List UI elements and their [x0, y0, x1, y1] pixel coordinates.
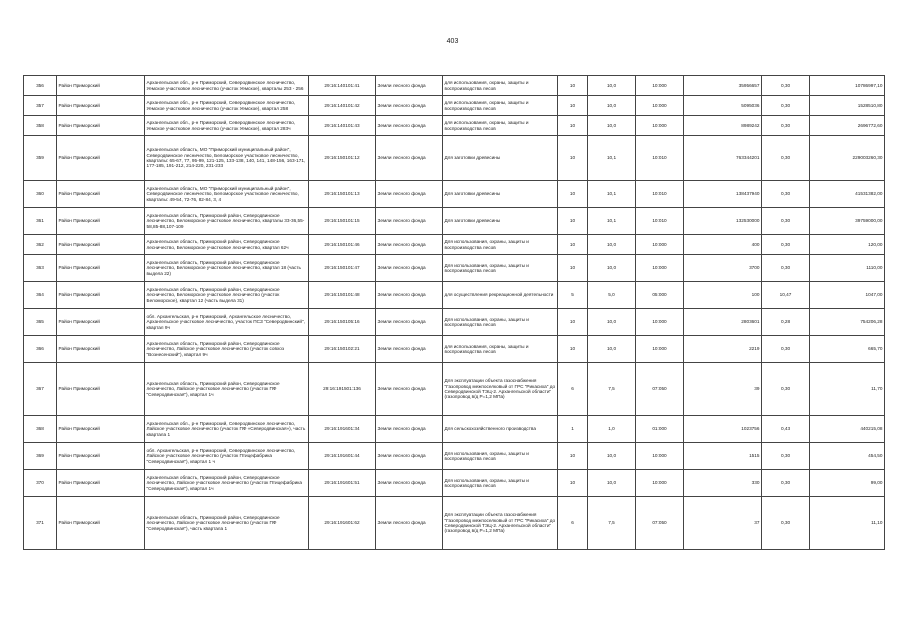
group-code-cell: 6: [558, 363, 588, 416]
permitted-use-cell: Для заготовки древесины: [443, 208, 558, 235]
table-row: [24, 497, 885, 550]
area-cell: 8989242: [684, 116, 762, 136]
area-cell: 2803601: [684, 309, 762, 336]
rate-cell: 0,30: [762, 181, 810, 208]
use-code-cell: 10:000: [636, 336, 684, 363]
cadastral-number-cell: 29:16:150101:12: [309, 136, 376, 181]
district-cell: Район Приморский: [57, 96, 145, 116]
group-code-cell: 10: [558, 136, 588, 181]
table-row: [24, 443, 885, 470]
district-cell: Район Приморский: [57, 309, 145, 336]
cadastral-number-cell: 29:16:140101:41: [309, 76, 376, 96]
cadastral-number-cell: 29:16:150101:13: [309, 181, 376, 208]
district-cell: Район Приморский: [57, 416, 145, 443]
rate-cell: 0,30: [762, 336, 810, 363]
group-code-cell: 1: [558, 416, 588, 443]
subgroup-code-cell: 10,1: [588, 136, 636, 181]
subgroup-code-cell: 10,1: [588, 181, 636, 208]
cadastral-number-cell: 29:16:191601:34: [309, 416, 376, 443]
table-row: [24, 208, 885, 235]
permitted-use-cell: для использования, охраны, защиты и воспроизводства лесов: [443, 336, 558, 363]
land-category-cell: Земли лесного фонда: [376, 363, 443, 416]
use-code-cell: 10:000: [636, 76, 684, 96]
location-cell: Архангельская обл., р-н Приморский, Северодвинское лесничество, Уемское участковое лесничество (участок Уемское), кварталы 253 - 256: [145, 76, 309, 96]
cadastral-value-cell: 10786997,10: [810, 76, 885, 96]
permitted-use-cell: Для эксплуатации объекта газоснабжения "Газопровод межпоселковый от ГРС "Рикасиха" до Северодвинской ТЭЦ-2. Архангельской области" (газопровод в/д Р=1,2 МПа): [443, 497, 558, 550]
subgroup-code-cell: 10,0: [588, 116, 636, 136]
location-cell: Архангельская область, Приморский район, Северодвинское лесничество, Лайское участковое лесничество (участок совхоз "Вознесенский"), квартал 9ч: [145, 336, 309, 363]
location-cell: Архангельская обл., р-н Приморский, Северодвинское лесничество, Уемское участковое лесничество (участок Уемское), квартал 283ч: [145, 116, 309, 136]
area-cell: 400: [684, 235, 762, 255]
use-code-cell: 07:050: [636, 497, 684, 550]
land-category-cell: Земли лесного фонда: [376, 336, 443, 363]
table-row: [24, 96, 885, 116]
location-cell: Архангельская обл., р-н Приморский, Северодвинское лесничество, Уемское участковое лесничество (участок Уемское), квартал 258: [145, 96, 309, 116]
cadastral-value-table: [23, 75, 885, 550]
group-code-cell: 10: [558, 309, 588, 336]
table-row: [24, 116, 885, 136]
use-code-cell: 05:000: [636, 282, 684, 309]
permitted-use-cell: Для сельскохозяйственного производства: [443, 416, 558, 443]
cadastral-value-cell: 1110,00: [810, 255, 885, 282]
row-number: 359: [24, 136, 57, 181]
land-category-cell: Земли лесного фонда: [376, 235, 443, 255]
area-cell: 132530000: [684, 208, 762, 235]
district-cell: Район Приморский: [57, 470, 145, 497]
area-cell: 5095036: [684, 96, 762, 116]
group-code-cell: 10: [558, 76, 588, 96]
land-category-cell: Земли лесного фонда: [376, 282, 443, 309]
use-code-cell: 10:010: [636, 208, 684, 235]
use-code-cell: 10:000: [636, 116, 684, 136]
district-cell: Район Приморский: [57, 116, 145, 136]
district-cell: Район Приморский: [57, 282, 145, 309]
permitted-use-cell: для использования, охраны, защиты и воспроизводства лесов: [443, 116, 558, 136]
row-number: 369: [24, 443, 57, 470]
use-code-cell: 10:000: [636, 470, 684, 497]
permitted-use-cell: Для использования, охраны, защиты и воспроизводства лесов: [443, 470, 558, 497]
area-cell: 3700: [684, 255, 762, 282]
land-category-cell: Земли лесного фонда: [376, 116, 443, 136]
subgroup-code-cell: 10,1: [588, 208, 636, 235]
use-code-cell: 10:010: [636, 181, 684, 208]
cadastral-number-cell: 29:16:191601:62: [309, 497, 376, 550]
group-code-cell: 10: [558, 235, 588, 255]
cadastral-number-cell: 29:16:150102:21: [309, 336, 376, 363]
row-number: 356: [24, 76, 57, 96]
row-number: 366: [24, 336, 57, 363]
rate-cell: 0,30: [762, 497, 810, 550]
permitted-use-cell: Для использования, охраны, защиты и воспроизводства лесов: [443, 235, 558, 255]
location-cell: Архангельская область, Приморский район, Северодвинское лесничество, Беломорское участковое лесничество, квартал 62ч: [145, 235, 309, 255]
district-cell: Район Приморский: [57, 336, 145, 363]
permitted-use-cell: Для использования, охраны, защиты и воспроизводства лесов: [443, 309, 558, 336]
subgroup-code-cell: 1,0: [588, 416, 636, 443]
row-number: 362: [24, 235, 57, 255]
use-code-cell: 07:050: [636, 363, 684, 416]
rate-cell: 0,30: [762, 235, 810, 255]
subgroup-code-cell: 10,0: [588, 309, 636, 336]
subgroup-code-cell: 10,0: [588, 470, 636, 497]
subgroup-code-cell: 10,0: [588, 443, 636, 470]
cadastral-value-cell: 11,10: [810, 497, 885, 550]
rate-cell: 0,30: [762, 208, 810, 235]
cadastral-value-cell: 665,70: [810, 336, 885, 363]
row-number: 364: [24, 282, 57, 309]
area-cell: 39: [684, 363, 762, 416]
subgroup-code-cell: 10,0: [588, 336, 636, 363]
district-cell: Район Приморский: [57, 235, 145, 255]
group-code-cell: 10: [558, 443, 588, 470]
cadastral-number-cell: 29:16:191501:136: [309, 363, 376, 416]
area-cell: 1023756: [684, 416, 762, 443]
land-category-cell: Земли лесного фонда: [376, 443, 443, 470]
cadastral-value-cell: 1528510,80: [810, 96, 885, 116]
cadastral-number-cell: 29:16:140101:42: [309, 96, 376, 116]
group-code-cell: 10: [558, 96, 588, 116]
rate-cell: 0,30: [762, 76, 810, 96]
cadastral-value-cell: 41531382,00: [810, 181, 885, 208]
cadastral-value-cell: 39759000,00: [810, 208, 885, 235]
use-code-cell: 10:000: [636, 235, 684, 255]
use-code-cell: 10:000: [636, 443, 684, 470]
table-row: [24, 136, 885, 181]
area-cell: 763344201: [684, 136, 762, 181]
cadastral-number-cell: 29:16:191601:44: [309, 443, 376, 470]
land-category-cell: Земли лесного фонда: [376, 208, 443, 235]
location-cell: Архангельская обл., р-н Приморский, Северодвинское лесничество, Лайское участковое лесничество (участок ПФ «Северодвинская»), часть квартала 1: [145, 416, 309, 443]
cadastral-value-cell: 11,70: [810, 363, 885, 416]
use-code-cell: 01:000: [636, 416, 684, 443]
location-cell: Архангельская область, Приморский район, Северодвинское лесничество, Беломорское участковое лесничество, квартал 18 (часть выдела 22): [145, 255, 309, 282]
location-cell: Архангельская область, Приморский район, Северодвинское лесничество, Лайское участковое лесничество (участок ПФ "Северодвинская"), часть квартала 1: [145, 497, 309, 550]
location-cell: Архангельская область, МО "Приморский муниципальный район", Северодвинское лесничество, Беломорское участковое лесничество, кварталы: 65-67, 77, 95-99, 121-125, 133-138, 140, 141, 148-156, 163-171, 177-185, 191-212, 214-220, 231-233: [145, 136, 309, 181]
district-cell: Район Приморский: [57, 363, 145, 416]
row-number: 368: [24, 416, 57, 443]
cadastral-number-cell: 29:16:150101:46: [309, 235, 376, 255]
use-code-cell: 10:000: [636, 255, 684, 282]
area-cell: 2219: [684, 336, 762, 363]
location-cell: Архангельская область, МО "Приморский муниципальный район", Северодвинское лесничество, Беломорское участковое лесничество, кварталы: 49-54, 72-76, 82-84, 3, 4: [145, 181, 309, 208]
cadastral-number-cell: 29:16:150101:47: [309, 255, 376, 282]
group-code-cell: 10: [558, 181, 588, 208]
location-cell: Архангельская область, Приморский район, Северодвинское лесничество, Лайское участковое лесничество (участок Птицефабрика "Северодвинская"), квартал 1ч: [145, 470, 309, 497]
district-cell: Район Приморский: [57, 208, 145, 235]
land-category-cell: Земли лесного фонда: [376, 309, 443, 336]
cadastral-value-cell: 1047,00: [810, 282, 885, 309]
cadastral-number-cell: 29:16:191601:51: [309, 470, 376, 497]
subgroup-code-cell: 10,0: [588, 96, 636, 116]
cadastral-value-cell: 99,00: [810, 470, 885, 497]
rate-cell: 0,30: [762, 116, 810, 136]
permitted-use-cell: Для эксплуатации объекта газоснабжения "Газопровод межпоселковый от ГРС "Рикасиха" до Северодвинской ТЭЦ-2. Архангельской области" (газопровод в/д Р=1,2 МПа): [443, 363, 558, 416]
location-cell: Архангельская область, Приморский район, Северодвинское лесничество, Беломорское участковое лесничество (участок Беломорское), квартал 12 (часть выдела 31): [145, 282, 309, 309]
group-code-cell: 10: [558, 208, 588, 235]
permitted-use-cell: для осуществления рекреационной деятельности: [443, 282, 558, 309]
cadastral-value-cell: 120,00: [810, 235, 885, 255]
land-category-cell: Земли лесного фонда: [376, 96, 443, 116]
area-cell: 138437940: [684, 181, 762, 208]
land-category-cell: Земли лесного фонда: [376, 497, 443, 550]
land-category-cell: Земли лесного фонда: [376, 136, 443, 181]
rate-cell: 0,30: [762, 96, 810, 116]
cadastral-number-cell: 29:16:150101:15: [309, 208, 376, 235]
permitted-use-cell: Для заготовки древесины: [443, 136, 558, 181]
row-number: 357: [24, 96, 57, 116]
table-row: [24, 181, 885, 208]
cadastral-value-cell: 229003260,30: [810, 136, 885, 181]
group-code-cell: 5: [558, 282, 588, 309]
location-cell: обл. Архангельская, р-н Приморский, Архангельское лесничество, Архангельское участковое лесничество, участок ПСЗ "Северодвинский", квартал 9ч: [145, 309, 309, 336]
rate-cell: 0,30: [762, 443, 810, 470]
location-cell: обл. Архангельская, р-н Приморский, Северодвинское лесничество, Лайское участковое лесничество (участок Птицефабрика "Северодвинская"), квартал 1 ч: [145, 443, 309, 470]
table-row: [24, 282, 885, 309]
cadastral-value-cell: 2696772,60: [810, 116, 885, 136]
subgroup-code-cell: 10,0: [588, 76, 636, 96]
row-number: 370: [24, 470, 57, 497]
area-cell: 35956657: [684, 76, 762, 96]
location-cell: Архангельская область, Приморский район, Северодвинское лесничество, Беломорское участковое лесничество, кварталы 33-36,55-58,85-88,107-109: [145, 208, 309, 235]
district-cell: Район Приморский: [57, 181, 145, 208]
table-row: [24, 470, 885, 497]
group-code-cell: 10: [558, 336, 588, 363]
use-code-cell: 10:000: [636, 96, 684, 116]
rate-cell: 0,43: [762, 416, 810, 443]
district-cell: Район Приморский: [57, 443, 145, 470]
table-row: [24, 255, 885, 282]
district-cell: Район Приморский: [57, 76, 145, 96]
group-code-cell: 10: [558, 470, 588, 497]
land-category-cell: Земли лесного фонда: [376, 181, 443, 208]
row-number: 371: [24, 497, 57, 550]
page-number: 403: [446, 38, 459, 45]
subgroup-code-cell: 5,0: [588, 282, 636, 309]
table-row: [24, 336, 885, 363]
land-category-cell: Земли лесного фонда: [376, 416, 443, 443]
row-number: 367: [24, 363, 57, 416]
rate-cell: 0,30: [762, 255, 810, 282]
row-number: 361: [24, 208, 57, 235]
land-category-cell: Земли лесного фонда: [376, 76, 443, 96]
permitted-use-cell: для использования, охраны, защиты и воспроизводства лесов: [443, 76, 558, 96]
cadastral-number-cell: 29:16:150101:48: [309, 282, 376, 309]
location-cell: Архангельская область, Приморский район, Северодвинское лесничество, Лайское участковое лесничество (участок ПФ "Северодвинская"), квартал 1ч: [145, 363, 309, 416]
rate-cell: 0,30: [762, 136, 810, 181]
district-cell: Район Приморский: [57, 136, 145, 181]
table-row: [24, 309, 885, 336]
subgroup-code-cell: 10,0: [588, 235, 636, 255]
row-number: 360: [24, 181, 57, 208]
row-number: 363: [24, 255, 57, 282]
use-code-cell: 10:010: [636, 136, 684, 181]
subgroup-code-cell: 7,5: [588, 497, 636, 550]
district-cell: Район Приморский: [57, 497, 145, 550]
area-cell: 100: [684, 282, 762, 309]
cadastral-number-cell: 29:16:140101:43: [309, 116, 376, 136]
area-cell: 330: [684, 470, 762, 497]
land-category-cell: Земли лесного фонда: [376, 470, 443, 497]
group-code-cell: 6: [558, 497, 588, 550]
cadastral-value-cell: 454,50: [810, 443, 885, 470]
rate-cell: 0,30: [762, 363, 810, 416]
area-cell: 1515: [684, 443, 762, 470]
cadastral-value-cell: 440215,08: [810, 416, 885, 443]
subgroup-code-cell: 7,5: [588, 363, 636, 416]
permitted-use-cell: Для использования, охраны, защиты и воспроизводства лесов: [443, 443, 558, 470]
permitted-use-cell: для использования, охраны, защиты и воспроизводства лесов: [443, 96, 558, 116]
table-row: [24, 235, 885, 255]
cadastral-number-cell: 29:16:150105:16: [309, 309, 376, 336]
rate-cell: 0,30: [762, 470, 810, 497]
table-row: [24, 76, 885, 96]
group-code-cell: 10: [558, 116, 588, 136]
table-row: [24, 363, 885, 416]
subgroup-code-cell: 10,0: [588, 255, 636, 282]
row-number: 358: [24, 116, 57, 136]
permitted-use-cell: Для использования, охраны, защиты и воспроизводства лесов: [443, 255, 558, 282]
cadastral-value-cell: 754206,28: [810, 309, 885, 336]
use-code-cell: 10:000: [636, 309, 684, 336]
permitted-use-cell: Для заготовки древесины: [443, 181, 558, 208]
rate-cell: 10,47: [762, 282, 810, 309]
area-cell: 37: [684, 497, 762, 550]
land-category-cell: Земли лесного фонда: [376, 255, 443, 282]
table-row: [24, 416, 885, 443]
district-cell: Район Приморский: [57, 255, 145, 282]
rate-cell: 0,28: [762, 309, 810, 336]
row-number: 365: [24, 309, 57, 336]
group-code-cell: 10: [558, 255, 588, 282]
